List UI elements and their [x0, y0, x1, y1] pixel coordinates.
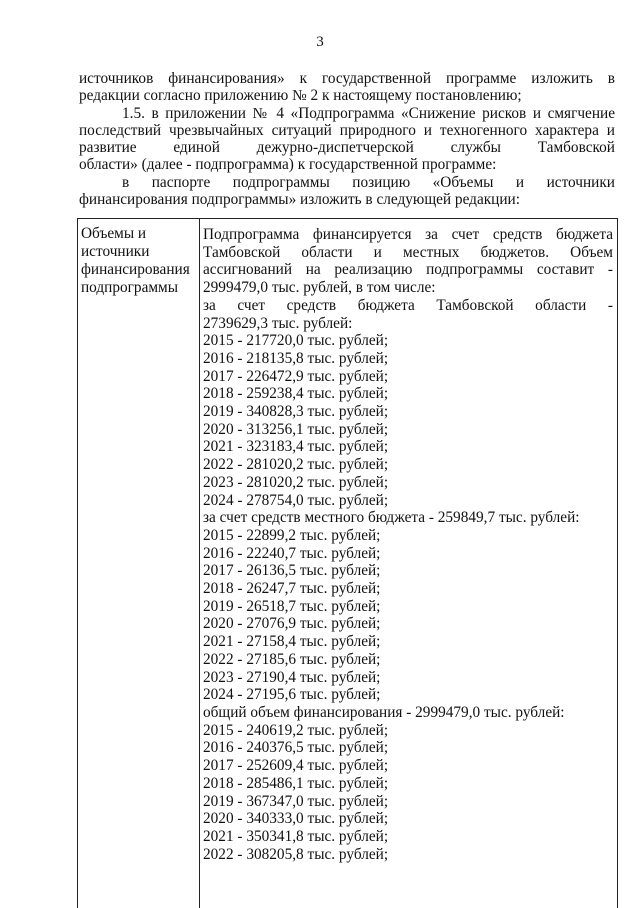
- local-budget-row: 2023 - 27190,4 тыс. рублей;: [203, 668, 381, 686]
- total-funding-heading: общий объем финансирования - 2999479,0 тыс. рублей:: [203, 703, 565, 721]
- intro-text: [79, 70, 615, 208]
- local-budget-row: 2022 - 27185,6 тыс. рублей;: [203, 650, 381, 668]
- funding-table: [77, 218, 618, 908]
- local-budget-row: 2020 - 27076,9 тыс. рублей;: [203, 615, 381, 633]
- regional-budget-row: 2023 - 281020,2 тыс. рублей;: [203, 473, 389, 491]
- column-divider: [199, 219, 200, 908]
- position-label-cell: [81, 225, 196, 297]
- regional-budget-row: 2019 - 340828,3 тыс. рублей;: [203, 403, 389, 421]
- position-label-line: источники: [81, 243, 150, 260]
- total-funding-row: 2019 - 367347,0 тыс. рублей;: [203, 792, 389, 810]
- position-label-line: финансирования: [81, 261, 190, 278]
- intro-line: редакции согласно приложению № 2 к настоящему постановлению;: [79, 87, 522, 105]
- local-budget-heading: за счет средств местного бюджета - 259849,7 тыс. рублей:: [203, 509, 580, 527]
- regional-budget-row: 2017 - 226472,9 тыс. рублей;: [203, 367, 389, 385]
- regional-budget-row: 2018 - 259238,4 тыс. рублей;: [203, 385, 389, 403]
- local-budget-row: 2016 - 22240,7 тыс. рублей;: [203, 544, 381, 562]
- intro-line: последствий чрезвычайных ситуаций природного и техногенного характера и: [79, 121, 615, 139]
- summary-line: ассигнований на реализацию подпрограммы составит -: [203, 261, 613, 279]
- local-budget-row: 2021 - 27158,4 тыс. рублей;: [203, 633, 381, 651]
- local-budget-row: 2017 - 26136,5 тыс. рублей;: [203, 562, 381, 580]
- local-budget-row: 2018 - 26247,7 тыс. рублей;: [203, 580, 381, 598]
- intro-line: в паспорте подпрограммы позицию «Объемы и источники: [122, 173, 615, 191]
- regional-budget-row: 2022 - 281020,2 тыс. рублей;: [203, 456, 389, 474]
- intro-line: источников финансирования» к государственной программе изложить в: [79, 70, 615, 87]
- regional-budget-heading: 2739629,3 тыс. рублей:: [203, 314, 353, 332]
- intro-line: развитие единой дежурно-диспетчерской службы Тамбовской: [79, 139, 615, 157]
- summary-line: 2999479,0 тыс. рублей, в том числе:: [203, 279, 436, 297]
- regional-budget-heading: за счет средств бюджета Тамбовской области -: [203, 296, 613, 314]
- regional-budget-row: 2015 - 217720,0 тыс. рублей;: [203, 332, 389, 350]
- local-budget-row: 2019 - 26518,7 тыс. рублей;: [203, 597, 381, 615]
- total-funding-row: 2015 - 240619,2 тыс. рублей;: [203, 721, 389, 739]
- summary-line: Тамбовской области и местных бюджетов. Объем: [203, 243, 613, 261]
- position-label-line: Объемы и: [81, 225, 147, 242]
- local-budget-row: 2024 - 27195,6 тыс. рублей;: [203, 686, 381, 704]
- regional-budget-row: 2021 - 323183,4 тыс. рублей;: [203, 438, 389, 456]
- total-funding-row: 2020 - 340333,0 тыс. рублей;: [203, 810, 389, 828]
- regional-budget-row: 2024 - 278754,0 тыс. рублей;: [203, 491, 389, 509]
- regional-budget-row: 2020 - 313256,1 тыс. рублей;: [203, 420, 389, 438]
- total-funding-row: 2021 - 350341,8 тыс. рублей;: [203, 827, 389, 845]
- regional-budget-row: 2016 - 218135,8 тыс. рублей;: [203, 349, 389, 367]
- intro-line: финансирования подпрограммы» изложить в следующей редакции:: [79, 191, 520, 209]
- page-number: 3: [316, 34, 324, 50]
- position-label-line: подпрограммы: [81, 279, 179, 296]
- intro-line: 1.5. в приложении № 4 «Подпрограмма «Снижение рисков и смягчение: [122, 104, 615, 122]
- total-funding-row: 2022 - 308205,8 тыс. рублей;: [203, 845, 389, 863]
- total-funding-row: 2017 - 252609,4 тыс. рублей;: [203, 757, 389, 775]
- summary-line: Подпрограмма финансируется за счет средств бюджета: [203, 226, 613, 243]
- local-budget-row: 2015 - 22899,2 тыс. рублей;: [203, 526, 381, 544]
- total-funding-row: 2016 - 240376,5 тыс. рублей;: [203, 739, 389, 757]
- intro-line: области» (далее - подпрограмма) к государственной программе:: [79, 156, 497, 174]
- total-funding-row: 2018 - 285486,1 тыс. рублей;: [203, 774, 389, 792]
- funding-details-cell: [203, 226, 613, 863]
